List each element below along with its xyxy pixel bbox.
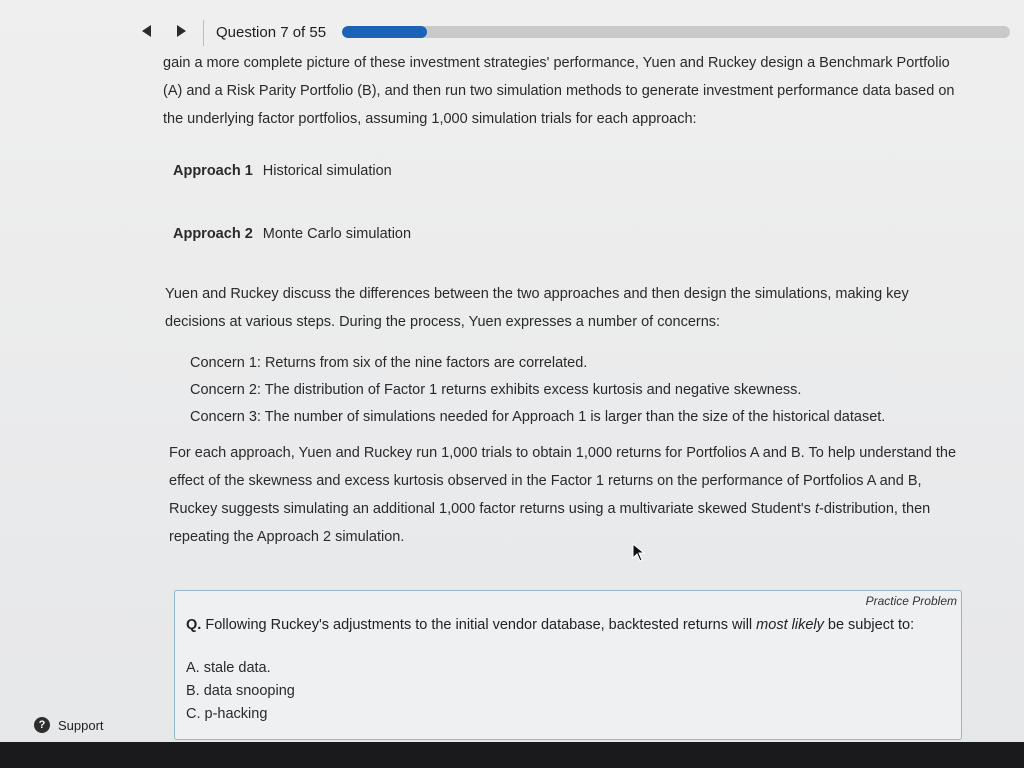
mouse-cursor-icon	[632, 543, 646, 563]
previous-question-button[interactable]	[138, 22, 156, 40]
triangle-right-icon	[172, 22, 190, 40]
answer-option-b[interactable]: B. data snooping	[186, 683, 295, 699]
question-stem	[186, 617, 914, 633]
answer-option-c[interactable]: C. p-hacking	[186, 706, 268, 722]
approach-text: Historical simulation	[262, 163, 392, 179]
support-button[interactable]	[34, 717, 104, 733]
discussion-paragraph: Yuen and Ruckey discuss the differences between the two approaches and then design the simulations, making key decisions at various steps. During the process, Yuen expresses a number of concerns:	[165, 286, 909, 330]
approach-text: Monte Carlo simulation	[262, 226, 412, 242]
question-counter: Question 7 of 55	[216, 24, 327, 41]
question-text: Following Ruckey's adjustments to the initial vendor database, backtested returns will	[201, 617, 757, 633]
approach-2	[173, 226, 963, 242]
concern-item: Concern 3: The number of simulations needed for Approach 1 is larger than the size of the historical dataset.	[190, 409, 886, 425]
answer-options	[186, 657, 295, 726]
practice-problem-tag: Practice Problem	[865, 594, 957, 608]
question-circle-icon: ?	[34, 717, 50, 733]
next-question-button[interactable]	[172, 22, 190, 40]
intro-paragraph: gain a more complete picture of these investment strategies' performance, Yuen and Ruckey design a Benchmark Portfolio (A) and a Risk Parity Portfolio (B), and then run two simulation methods to generate investment performance data based on the underlying factor portfolios, assuming 1,000 simulation trials for each approach:	[163, 55, 955, 127]
progress-bar	[342, 26, 1010, 38]
triangle-left-icon	[138, 22, 156, 40]
support-label: Support	[58, 717, 104, 733]
approach-label: Approach 1	[173, 163, 253, 179]
question-prefix: Q.	[186, 617, 202, 633]
question-emphasis: most likely	[756, 617, 824, 633]
approach-label: Approach 2	[173, 226, 253, 242]
followup-italic: t	[814, 501, 819, 517]
concern-list	[190, 350, 963, 431]
question-content	[163, 52, 963, 551]
followup-text-end: -distribution, then repeating the Approach 2 simulation.	[169, 501, 931, 545]
monitor-bezel	[0, 742, 1024, 768]
progress-fill	[342, 26, 427, 38]
concern-item: Concern 1: Returns from six of the nine factors are correlated.	[190, 355, 588, 371]
nav-divider	[203, 20, 204, 46]
practice-problem-panel	[174, 590, 962, 740]
question-text-end: be subject to:	[823, 617, 915, 633]
followup-paragraph	[169, 439, 963, 551]
concern-item: Concern 2: The distribution of Factor 1 returns exhibits excess kurtosis and negative skewness.	[190, 382, 802, 398]
approach-1	[173, 163, 963, 179]
followup-text: For each approach, Yuen and Ruckey run 1,000 trials to obtain 1,000 returns for Portfolios A and B. To help understand the effect of the skewness and excess kurtosis observed in the Factor 1 returns on the performance of Portfolios A and B, Ruckey suggests simulating an additional 1,000 factor returns using a multivariate skewed Student's	[169, 445, 957, 517]
answer-option-a[interactable]: A. stale data.	[186, 660, 271, 676]
top-navigation	[0, 0, 1024, 52]
